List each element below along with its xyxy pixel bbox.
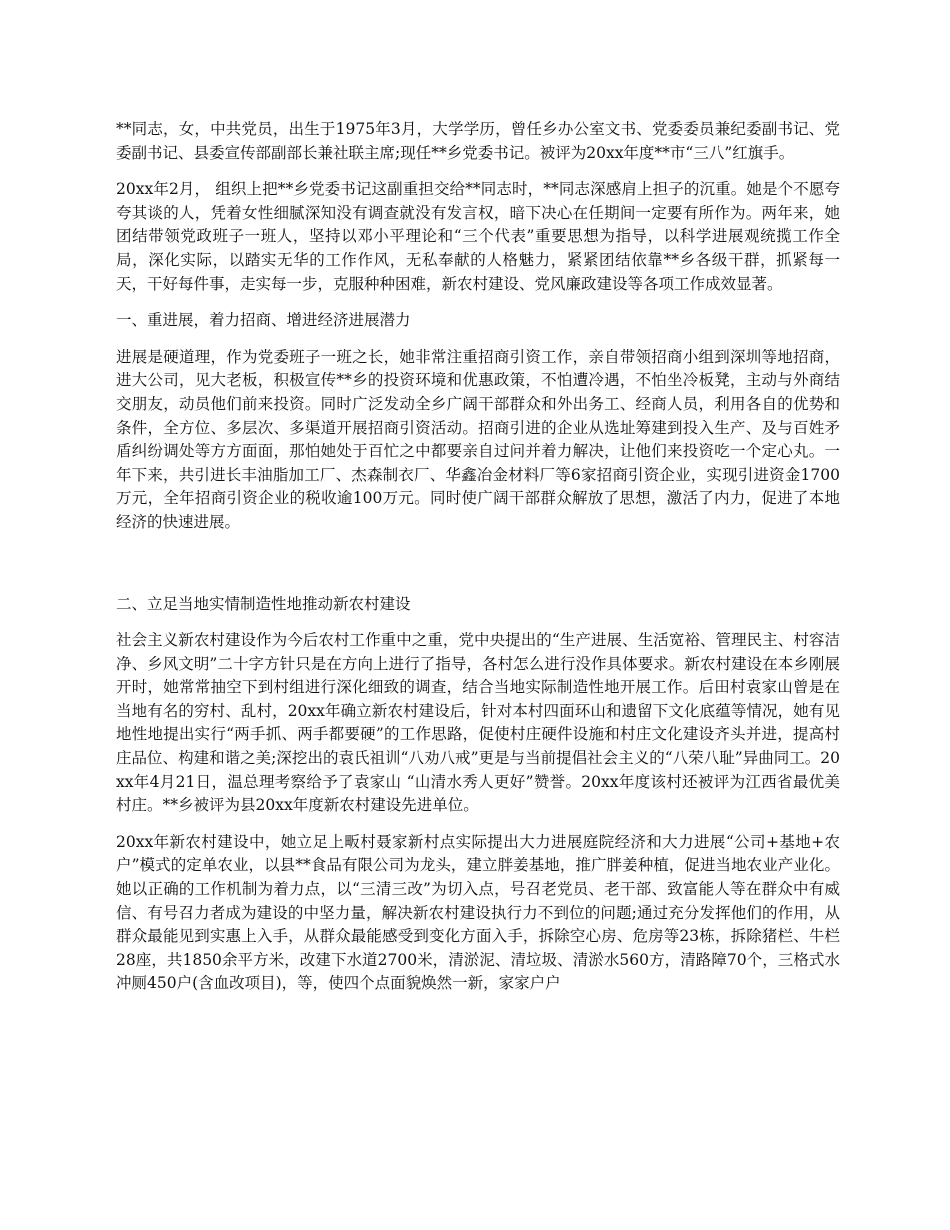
paragraph-new-countryside: 社会主义新农村建设作为今后农村工作重中之重，党中央提出的“生产进展、生活宽裕、管理民主、村容洁净、乡风文明”二十字方针只是在方向上进行了指导，各村怎么进行没作具体要求。新农村建设在本乡刚展开时，她常常抽空下到村组进行深化细致的调查，结合当地实际制造性地开展工作。后田村袁家山曾是在当地有名的穷村、乱村，20xx年确立新农村建设后，针对本村四面环山和遗留下文化底蕴等情况，她有见地性地提出实行“两手抓、两手都要硬”的工作思路，促使村庄硬件设施和村庄文化建设齐头并进，提高村庄品位、构建和谐之美;深挖出的袁氏祖训“八劝八戒”更是与当前提倡社会主义的“八荣八耻”异曲同工。20xx年4月21日，温总理考察给予了袁家山 “山清水秀人更好”赞誉。20xx年度该村还被评为江西省最优美村庄。**乡被评为县20xx年度新农村建设先进单位。 bbox=[116, 631, 840, 815]
document-page bbox=[116, 118, 840, 996]
paragraph-intro: **同志，女，中共党员，出生于1975年3月，大学学历，曾任乡办公室文书、党委委员兼纪委副书记、党委副书记、县委宣传部副部长兼社联主席;现任**乡党委书记。被评为20xx年度**市“三八”红旗手。 bbox=[116, 120, 840, 162]
section-heading-1: 一、重进展，着力招商、增进经济进展潜力 bbox=[116, 311, 411, 330]
paragraph-construction: 20xx年新农村建设中，她立足上畈村聂家新村点实际提出大力进展庭院经济和大力进展“公司+基地+农户”模式的定单农业，以县**食品有限公司为龙头，建立胖姜基地，推广胖姜种植，促进当地农业产业化。她以正确的工作机制为着力点，以“三清三改”为切入点，号召老党员、老干部、致富能人等在群众中有威信、有号召力者成为建设的中坚力量，解决新农村建设执行力不到位的问题;通过充分发挥他们的作用，从群众最能见到实惠上入手，从群众最能感受到变化方面入手，拆除空心房、危房等23栋，拆除猪栏、牛栏28座，共1850余平方米，改建下水道2700米，清淤泥、清垃圾、清淤水560方，清路障70个，三格式水冲厕450户(含血改项目)，等，使四个点面貌焕然一新，家家户户 bbox=[116, 832, 840, 993]
section-heading-2: 二、立足当地实情制造性地推动新农村建设 bbox=[116, 594, 411, 613]
paragraph-overview: 20xx年2月， 组织上把**乡党委书记这副重担交给**同志时，**同志深感肩上担子的沉重。她是个不愿夸夸其谈的人，凭着女性细腻深知没有调查就没有发言权，暗下决心在任期间一定要有所作为。两年来，她团结带领党政班子一班人，坚持以邓小平理论和“三个代表”重要思想为指导，以科学进展观统揽工作全局，深化实际，以踏实无华的工作作风，无私奉献的人格魅力，紧紧团结依靠**乡各级干群，抓紧每一天，干好每件事，走实每一步，克服种种困难，新农村建设、党风廉政建设等各项工作成效显著。 bbox=[116, 180, 840, 293]
paragraph-investment: 进展是硬道理，作为党委班子一班之长，她非常注重招商引资工作，亲自带领招商小组到深圳等地招商，进大公司，见大老板，积极宣传**乡的投资环境和优惠政策，不怕遭冷遇，不怕坐冷板凳，主动与外商结交朋友，动员他们前来投资。同时广泛发动全乡广阔干部群众和外出务工、经商人员，利用各自的优势和条件，全方位、多层次、多渠道开展招商引资活动。招商引进的企业从选址筹建到投入生产、及与百姓矛盾纠纷调处等方方面面，那怕她处于百忙之中都要亲自过问并着力解决，让他们来投资吃一个定心丸。一年下来，共引进长丰油脂加工厂、杰森制衣厂、华鑫冶金材料厂等6家招商引资企业，实现引进资金1700万元，全年招商引资企业的税收逾100万元。同时使广阔干部群众解放了思想，激活了内力，促进了本地经济的快速进展。 bbox=[116, 347, 840, 531]
